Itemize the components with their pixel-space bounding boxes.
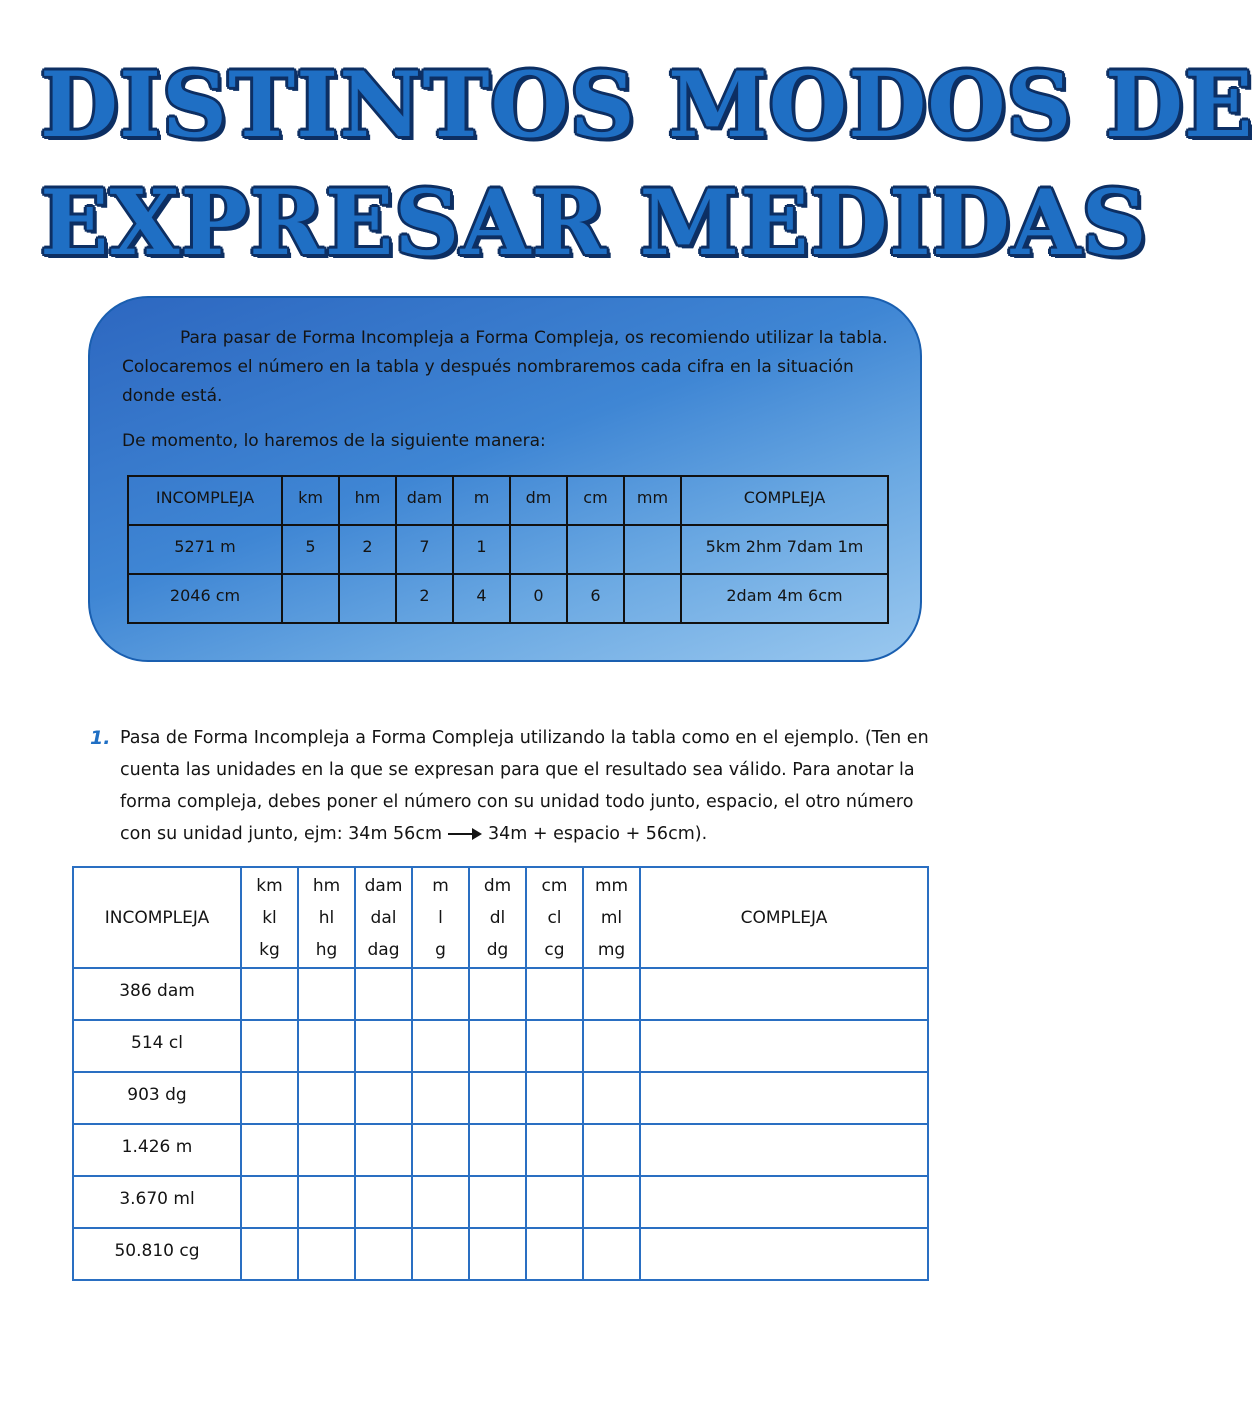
digit-cell[interactable] — [412, 968, 469, 1020]
example-cell — [624, 525, 681, 574]
example-header-cell: COMPLEJA — [681, 476, 888, 525]
incompleja-value: 386 dam — [73, 968, 241, 1020]
unit-column-deca — [355, 867, 412, 968]
unit-label: dal — [370, 907, 397, 928]
example-cell: 1 — [453, 525, 510, 574]
digit-cell[interactable] — [583, 1176, 640, 1228]
example-header-cell: hm — [339, 476, 396, 525]
example-table-row — [128, 525, 888, 574]
example-header-cell: m — [453, 476, 510, 525]
digit-cell[interactable] — [469, 968, 526, 1020]
unit-column-centi — [526, 867, 583, 968]
incompleja-value: 1.426 m — [73, 1124, 241, 1176]
digit-cell[interactable] — [298, 1072, 355, 1124]
explanation-panel — [88, 296, 922, 662]
digit-cell[interactable] — [355, 1072, 412, 1124]
unit-column-milli — [583, 867, 640, 968]
example-cell: 2 — [396, 574, 453, 623]
example-cell: 6 — [567, 574, 624, 623]
example-cell: 2 — [339, 525, 396, 574]
compleja-answer-cell[interactable] — [640, 968, 928, 1020]
digit-cell[interactable] — [583, 1228, 640, 1280]
example-cell — [510, 525, 567, 574]
digit-cell[interactable] — [469, 1072, 526, 1124]
compleja-answer-cell[interactable] — [640, 1020, 928, 1072]
unit-label: cl — [547, 907, 562, 928]
unit-label: kl — [262, 907, 277, 928]
digit-cell[interactable] — [298, 1176, 355, 1228]
digit-cell[interactable] — [526, 1020, 583, 1072]
example-cell: 5 — [282, 525, 339, 574]
example-cell: 0 — [510, 574, 567, 623]
digit-cell[interactable] — [583, 1072, 640, 1124]
digit-cell[interactable] — [355, 1020, 412, 1072]
digit-cell[interactable] — [526, 1124, 583, 1176]
digit-cell[interactable] — [412, 1020, 469, 1072]
unit-column-deci — [469, 867, 526, 968]
incompleja-value: 3.670 ml — [73, 1176, 241, 1228]
explanation-text — [122, 324, 902, 456]
unit-column-kilo — [241, 867, 298, 968]
example-table-header-row — [128, 476, 888, 525]
unit-label: km — [256, 875, 283, 896]
digit-cell[interactable] — [241, 968, 298, 1020]
unit-label: dag — [367, 939, 400, 960]
example-header-cell: INCOMPLEJA — [128, 476, 282, 525]
example-table — [127, 475, 889, 624]
compleja-answer-cell[interactable] — [640, 1228, 928, 1280]
digit-cell[interactable] — [355, 1176, 412, 1228]
digit-cell[interactable] — [355, 968, 412, 1020]
incompleja-value: 514 cl — [73, 1020, 241, 1072]
digit-cell[interactable] — [583, 1020, 640, 1072]
unit-label: cg — [544, 939, 565, 960]
unit-label: dam — [364, 875, 403, 896]
example-cell: 5km 2hm 7dam 1m — [681, 525, 888, 574]
table-row — [73, 1072, 928, 1124]
digit-cell[interactable] — [241, 1020, 298, 1072]
exercise-text — [120, 722, 950, 850]
digit-cell[interactable] — [298, 968, 355, 1020]
digit-cell[interactable] — [526, 1176, 583, 1228]
digit-cell[interactable] — [583, 1124, 640, 1176]
exercise-text-part-1: Pasa de Forma Incompleja a Forma Compleja utilizando la tabla como en el ejemplo. (Ten en cuenta las unidades en la que se expresan para que el resultado sea válido. Para anotar la forma compleja, debes poner el número con su unidad todo junto, espacio, el otro número con su unidad junto, ejm: 34m 56cm — [120, 728, 929, 844]
digit-cell[interactable] — [412, 1176, 469, 1228]
page-title-line-1: DISTINTOS MODOS DE — [40, 52, 1254, 158]
digit-cell[interactable] — [298, 1124, 355, 1176]
unit-label: dl — [489, 907, 506, 928]
digit-cell[interactable] — [241, 1124, 298, 1176]
example-cell: 4 — [453, 574, 510, 623]
exercise-table — [72, 866, 929, 1281]
digit-cell[interactable] — [241, 1072, 298, 1124]
compleja-answer-cell[interactable] — [640, 1176, 928, 1228]
digit-cell[interactable] — [298, 1228, 355, 1280]
table-row — [73, 968, 928, 1020]
example-cell — [567, 525, 624, 574]
unit-label: hl — [318, 907, 335, 928]
table-row — [73, 1124, 928, 1176]
unit-label: kg — [259, 939, 280, 960]
digit-cell[interactable] — [241, 1228, 298, 1280]
right-arrow-icon — [448, 828, 482, 840]
example-table-row — [128, 574, 888, 623]
example-header-cell: cm — [567, 476, 624, 525]
digit-cell[interactable] — [469, 1020, 526, 1072]
digit-cell[interactable] — [241, 1176, 298, 1228]
compleja-answer-cell[interactable] — [640, 1072, 928, 1124]
digit-cell[interactable] — [412, 1228, 469, 1280]
unit-label: hm — [312, 875, 341, 896]
example-cell — [339, 574, 396, 623]
unit-label: m — [432, 875, 449, 896]
digit-cell[interactable] — [526, 968, 583, 1020]
example-cell: 2046 cm — [128, 574, 282, 623]
header-compleja: COMPLEJA — [640, 867, 928, 968]
digit-cell[interactable] — [583, 968, 640, 1020]
example-header-cell: dm — [510, 476, 567, 525]
exercise-number: 1. — [90, 727, 111, 749]
example-cell — [624, 574, 681, 623]
digit-cell[interactable] — [526, 1072, 583, 1124]
digit-cell[interactable] — [412, 1124, 469, 1176]
unit-label: dg — [486, 939, 509, 960]
unit-label: ml — [600, 907, 623, 928]
unit-label: dm — [483, 875, 512, 896]
unit-label: mg — [597, 939, 626, 960]
digit-cell[interactable] — [298, 1020, 355, 1072]
example-cell — [282, 574, 339, 623]
unit-label: hg — [315, 939, 338, 960]
digit-cell[interactable] — [412, 1072, 469, 1124]
digit-cell[interactable] — [469, 1176, 526, 1228]
unit-label: l — [438, 907, 443, 928]
example-cell: 5271 m — [128, 525, 282, 574]
table-row — [73, 1228, 928, 1280]
table-row — [73, 1020, 928, 1072]
digit-cell[interactable] — [469, 1124, 526, 1176]
digit-cell[interactable] — [355, 1228, 412, 1280]
example-cell: 7 — [396, 525, 453, 574]
unit-column-base — [412, 867, 469, 968]
digit-cell[interactable] — [469, 1228, 526, 1280]
unit-column-hecto — [298, 867, 355, 968]
unit-label: g — [435, 939, 446, 960]
digit-cell[interactable] — [355, 1124, 412, 1176]
exercise-instructions — [90, 722, 950, 850]
incompleja-value: 50.810 cg — [73, 1228, 241, 1280]
header-incompleja: INCOMPLEJA — [73, 867, 241, 968]
table-row — [73, 1176, 928, 1228]
example-cell: 2dam 4m 6cm — [681, 574, 888, 623]
exercise-table-header-row — [73, 867, 928, 968]
explanation-paragraph-1: Para pasar de Forma Incompleja a Forma Compleja, os recomiendo utilizar la tabla. Colocaremos el número en la tabla y después nombraremos cada cifra en la situación donde está. — [122, 328, 888, 406]
exercise-text-part-2: 34m + espacio + 56cm). — [488, 824, 708, 844]
example-header-cell: dam — [396, 476, 453, 525]
example-header-cell: mm — [624, 476, 681, 525]
compleja-answer-cell[interactable] — [640, 1124, 928, 1176]
unit-label: mm — [594, 875, 629, 896]
example-header-cell: km — [282, 476, 339, 525]
unit-label: cm — [541, 875, 568, 896]
incompleja-value: 903 dg — [73, 1072, 241, 1124]
explanation-paragraph-2: De momento, lo haremos de la siguiente manera: — [122, 431, 546, 451]
page-title-line-2: EXPRESAR MEDIDAS — [40, 170, 1148, 276]
digit-cell[interactable] — [526, 1228, 583, 1280]
